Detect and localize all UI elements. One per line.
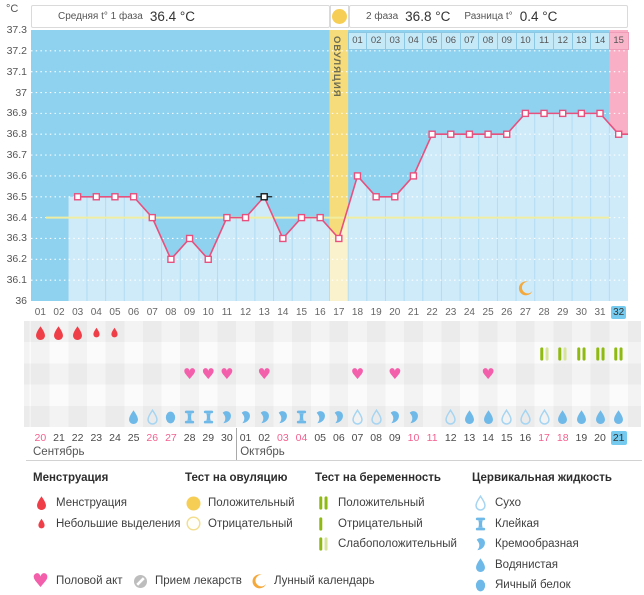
spotting-icon-day-4	[87, 322, 106, 343]
y-axis-unit: °C	[6, 3, 19, 15]
date-label-22[interactable]: 22	[71, 432, 84, 444]
cycle-day-label-31[interactable]: 31	[594, 306, 606, 318]
date-label-03[interactable]: 03	[277, 432, 289, 444]
temp-point-day-21[interactable]	[410, 173, 416, 179]
date-label-12[interactable]: 12	[444, 432, 457, 444]
date-label-13[interactable]: 13	[463, 432, 476, 444]
cycle-day-label-10[interactable]: 10	[202, 306, 214, 318]
calendar-rule	[26, 460, 642, 461]
legend-item-fluid-watery: Водянистая	[472, 555, 558, 576]
drop-small-icon	[33, 518, 50, 529]
temp-point-day-28[interactable]	[541, 110, 547, 116]
ovulation-band-label: ОВУЛЯЦИЯ	[331, 36, 342, 98]
cycle-day-label-01[interactable]: 01	[34, 306, 46, 318]
pregnancy-test-weak-icon-day-28	[535, 343, 554, 364]
phase2-day-cell-05: 05	[422, 32, 442, 50]
cycle-day-label-17[interactable]: 17	[333, 306, 345, 318]
temp-point-day-23[interactable]	[448, 131, 454, 137]
fluid-creamy-icon	[472, 536, 489, 552]
menstruation-icon-day-3	[68, 322, 87, 343]
temp-point-day-24[interactable]	[466, 131, 472, 137]
legend-item-fluid-dry: Сухо	[472, 493, 521, 514]
cycle-day-label-28[interactable]: 28	[538, 306, 550, 318]
date-label-05[interactable]: 05	[314, 432, 327, 444]
intercourse-icon-day-18: ♥	[350, 365, 365, 383]
fluid-eggwhite-icon	[472, 577, 489, 593]
phase2-day-cell-09: 09	[497, 32, 517, 50]
diff-value: 0.4 °C	[519, 9, 558, 24]
date-label-30[interactable]: 30	[221, 432, 233, 444]
legend-group-title-0: Менструация	[33, 472, 109, 484]
date-label-29[interactable]: 29	[202, 432, 215, 444]
date-label-09[interactable]: 09	[388, 432, 401, 444]
menstruation-icon-day-2	[50, 322, 69, 343]
cervical-fluid-creamy-icon-day-21	[404, 406, 423, 427]
cervical-fluid-dry-icon-day-7	[143, 406, 162, 427]
legend-item-fluid-eggwhite: Яичный белок	[472, 575, 571, 595]
y-tick-37: 37	[15, 86, 27, 99]
cycle-day-label-25[interactable]: 25	[482, 306, 494, 318]
cycle-day-label-03[interactable]: 03	[72, 306, 84, 318]
fluid-watery-icon	[472, 557, 489, 573]
ovulation-header-cell	[330, 5, 349, 28]
cervical-fluid-dry-icon-day-26	[497, 406, 516, 427]
temp-point-day-7[interactable]	[149, 215, 155, 221]
fluid-dry-icon	[472, 495, 489, 511]
phase2-day-cell-13: 13	[572, 32, 592, 50]
cervical-fluid-watery-icon-day-24	[460, 406, 479, 427]
date-label-10[interactable]: 10	[407, 432, 420, 444]
y-tick-36.9: 36.9	[6, 107, 27, 120]
phase2-day-cell-01: 01	[348, 32, 368, 50]
cervical-fluid-creamy-icon-day-20	[385, 406, 404, 427]
date-label-23[interactable]: 23	[90, 432, 103, 444]
pregnancy-test-positive-icon-day-30	[572, 343, 591, 364]
phase2-day-cell-06: 06	[441, 32, 461, 50]
legend-group-title-1: Тест на овуляцию	[185, 472, 288, 484]
date-label-26[interactable]: 26	[146, 432, 159, 444]
cervical-fluid-sticky-icon-day-10	[199, 406, 218, 427]
month-label-october: Октябрь	[240, 446, 285, 458]
cervical-fluid-creamy-icon-day-13	[255, 406, 274, 427]
cervical-fluid-watery-icon-day-29	[553, 406, 572, 427]
cycle-day-label-32[interactable]: 32	[613, 306, 625, 318]
date-label-15[interactable]: 15	[500, 432, 513, 444]
date-label-24[interactable]: 24	[109, 432, 121, 444]
heart-icon: ♥	[32, 570, 50, 592]
bars-positive-icon	[315, 495, 332, 511]
legend-item-drop-small: Небольшие выделения	[33, 514, 180, 535]
temp-point-day-17[interactable]	[336, 235, 342, 241]
legend-item-bars-positive: Положительный	[315, 493, 425, 514]
cervical-fluid-watery-icon-day-32	[609, 406, 628, 427]
cycle-day-label-12[interactable]: 12	[239, 306, 252, 318]
cycle-day-label-19[interactable]: 19	[370, 306, 382, 318]
circle-outline-icon	[185, 516, 202, 531]
phase2-day-cell-04: 04	[404, 32, 424, 50]
pregnancy-test-positive-icon-day-32	[609, 343, 628, 364]
temp-point-day-5[interactable]	[112, 194, 118, 200]
date-label-20[interactable]: 20	[34, 432, 47, 444]
cycle-day-label-16[interactable]: 16	[314, 306, 326, 318]
intercourse-icon-day-11: ♥	[220, 365, 234, 383]
temp-point-day-32[interactable]	[616, 131, 622, 137]
legend-group-title-2: Тест на беременность	[315, 472, 441, 484]
y-tick-37.2: 37.2	[6, 44, 27, 57]
legend-bottom-item-heart: ♥ Половой акт	[32, 570, 123, 592]
y-tick-36.6: 36.6	[6, 169, 27, 182]
cervical-fluid-eggwhite-icon-day-8	[162, 406, 181, 427]
cervical-fluid-dry-icon-day-28	[535, 406, 554, 427]
cycle-day-label-30[interactable]: 30	[575, 306, 587, 318]
intercourse-icon-day-20: ♥	[388, 365, 402, 383]
y-tick-36.5: 36.5	[6, 190, 27, 203]
cycle-day-label-14[interactable]: 14	[277, 306, 289, 318]
date-label-28[interactable]: 28	[183, 432, 196, 444]
cycle-day-label-20[interactable]: 20	[389, 306, 401, 318]
phase2-day-cell-07: 07	[460, 32, 480, 50]
phase2-value: 36.8 °C	[405, 9, 451, 24]
pill-icon	[133, 574, 148, 589]
phase2-day-cell-15: 15	[609, 32, 629, 50]
date-label-11[interactable]: 11	[426, 432, 438, 444]
pregnancy-test-weak-icon-day-29	[553, 343, 572, 364]
legend-item-fluid-creamy: Кремообразная	[472, 534, 579, 555]
cycle-day-label-22[interactable]: 22	[426, 306, 438, 318]
temp-point-day-11[interactable]	[224, 215, 230, 221]
temp-point-day-30[interactable]	[578, 110, 584, 116]
temp-point-day-15[interactable]	[299, 215, 305, 221]
temp-point-day-16[interactable]	[317, 215, 323, 221]
phase2-day-cell-12: 12	[553, 32, 573, 50]
cycle-day-label-18[interactable]: 18	[351, 306, 364, 318]
temp-point-day-3[interactable]	[75, 194, 81, 200]
y-tick-36.4: 36.4	[6, 211, 27, 224]
phase2-day-cell-03: 03	[385, 32, 405, 50]
legend-item-drop-big: Менструация	[33, 493, 127, 514]
y-tick-37.1: 37.1	[6, 65, 27, 78]
cervical-fluid-dry-icon-day-23	[441, 406, 460, 427]
cycle-day-label-08[interactable]: 08	[165, 306, 177, 318]
y-tick-36.2: 36.2	[6, 253, 27, 266]
cycle-day-label-29[interactable]: 29	[557, 306, 569, 318]
y-tick-36.1: 36.1	[6, 274, 27, 287]
legend-item-bar-negative: Отрицательный	[315, 514, 423, 535]
cervical-fluid-sticky-icon-day-9	[180, 406, 199, 427]
date-label-14[interactable]: 14	[482, 432, 494, 444]
temp-point-day-26[interactable]	[504, 131, 510, 137]
month-label-september: Сентябрь	[33, 446, 85, 458]
temp-point-day-18[interactable]	[354, 173, 360, 179]
cervical-fluid-dry-icon-day-27	[516, 406, 535, 427]
date-label-02[interactable]: 02	[258, 432, 271, 444]
phase2-summary	[349, 5, 628, 28]
date-label-16[interactable]: 16	[519, 432, 532, 444]
phase1-summary	[31, 5, 330, 28]
y-tick-36.3: 36.3	[6, 232, 27, 245]
legend-item-circle-outline: Отрицательный	[185, 514, 293, 535]
cervical-fluid-creamy-icon-day-11	[218, 406, 237, 427]
intercourse-icon-day-9: ♥	[182, 365, 197, 383]
phase2-day-cell-14: 14	[590, 32, 610, 50]
date-label-17[interactable]: 17	[538, 432, 550, 444]
legend-item-bars-weak: Слабоположительный	[315, 534, 457, 555]
temp-point-day-12[interactable]	[243, 215, 249, 221]
cycle-day-label-02[interactable]: 02	[53, 306, 65, 318]
phase2-day-cell-08: 08	[478, 32, 498, 50]
bars-weak-icon	[315, 536, 332, 552]
cervical-fluid-creamy-icon-day-16	[311, 406, 330, 427]
y-tick-36: 36	[15, 295, 27, 307]
circle-filled-icon	[185, 496, 202, 511]
cycle-day-label-06[interactable]: 06	[128, 306, 140, 318]
phase2-day-cell-10: 10	[516, 32, 536, 50]
temp-point-day-31[interactable]	[597, 110, 603, 116]
pregnancy-test-positive-icon-day-31	[591, 343, 610, 364]
spotting-icon-day-5	[106, 322, 125, 343]
date-label-08[interactable]: 08	[370, 432, 382, 444]
y-tick-37.3: 37.3	[6, 24, 27, 36]
month-divider	[236, 428, 237, 460]
temp-point-day-22[interactable]	[429, 131, 435, 137]
cycle-day-label-27[interactable]: 27	[519, 306, 531, 318]
temp-point-day-10[interactable]	[205, 256, 211, 262]
cervical-fluid-dry-icon-day-19	[367, 406, 386, 427]
cycle-day-label-04[interactable]: 04	[90, 306, 102, 318]
phase1-value: 36.4 °C	[149, 9, 195, 24]
cycle-day-label-24[interactable]: 24	[463, 306, 475, 318]
legend-bottom-item-pill: Прием лекарств	[133, 571, 242, 591]
date-label-07[interactable]: 07	[351, 432, 364, 444]
date-label-18[interactable]: 18	[556, 432, 569, 444]
cycle-day-label-09[interactable]: 09	[184, 306, 196, 318]
cervical-fluid-watery-icon-day-25	[479, 406, 498, 427]
phase2-day-cell-11: 11	[534, 32, 554, 50]
fluid-sticky-icon	[472, 516, 489, 532]
intercourse-icon-day-10: ♥	[201, 365, 215, 383]
cervical-fluid-sticky-icon-day-15	[292, 406, 311, 427]
cycle-day-label-11[interactable]: 11	[221, 306, 233, 318]
cycle-day-label-15[interactable]: 15	[295, 306, 308, 318]
temp-point-day-27[interactable]	[522, 110, 528, 116]
temp-point-day-4[interactable]	[93, 194, 99, 200]
date-label-27[interactable]: 27	[165, 432, 177, 444]
temp-point-day-8[interactable]	[168, 256, 174, 262]
menstruation-icon-day-1	[31, 322, 50, 343]
date-label-21[interactable]: 21	[53, 432, 65, 444]
temp-point-day-29[interactable]	[560, 110, 566, 116]
cycle-day-label-13[interactable]: 13	[258, 306, 270, 318]
phase2-day-cell-02: 02	[366, 32, 386, 50]
date-label-06[interactable]: 06	[332, 432, 345, 444]
temp-point-day-14[interactable]	[280, 235, 286, 241]
intercourse-icon-day-25: ♥	[481, 365, 495, 383]
temp-point-day-25[interactable]	[485, 131, 491, 137]
temp-point-selected-day-13[interactable]	[261, 194, 267, 200]
legend-item-fluid-sticky: Клейкая	[472, 514, 539, 535]
moon-icon	[251, 573, 267, 589]
date-label-25[interactable]: 25	[127, 432, 140, 444]
temperature-plot	[31, 30, 628, 301]
cervical-fluid-watery-icon-day-31	[591, 406, 610, 427]
cycle-day-label-21[interactable]: 21	[407, 306, 420, 318]
temp-point-day-19[interactable]	[373, 194, 379, 200]
diff-label: Разница t°	[464, 11, 513, 22]
temp-point-day-9[interactable]	[187, 235, 193, 241]
phase2-label: 2 фаза	[366, 11, 399, 22]
intercourse-icon-day-13: ♥	[257, 365, 271, 383]
cervical-fluid-watery-icon-day-30	[572, 406, 591, 427]
date-label-20[interactable]: 20	[594, 432, 606, 444]
legend-bottom-item-moon: Лунный календарь	[251, 571, 375, 591]
cervical-fluid-dry-icon-day-18	[348, 406, 367, 427]
cycle-day-label-23[interactable]: 23	[445, 306, 457, 318]
temp-point-day-20[interactable]	[392, 194, 398, 200]
cycle-day-label-26[interactable]: 26	[501, 306, 513, 318]
cervical-fluid-creamy-icon-day-12	[236, 406, 255, 427]
cycle-day-label-07[interactable]: 07	[146, 306, 158, 318]
phase1-label: Средняя t° 1 фаза	[58, 11, 143, 22]
temp-point-day-6[interactable]	[131, 194, 137, 200]
date-label-04[interactable]: 04	[295, 432, 308, 444]
y-tick-36.8: 36.8	[6, 128, 27, 141]
drop-big-icon	[33, 495, 50, 511]
cervical-fluid-creamy-icon-day-14	[274, 406, 293, 427]
cycle-day-label-05[interactable]: 05	[109, 306, 121, 318]
y-tick-36.7: 36.7	[6, 149, 27, 162]
legend-item-circle-filled: Положительный	[185, 493, 295, 514]
cervical-fluid-creamy-icon-day-17	[330, 406, 349, 427]
bar-negative-icon	[315, 516, 332, 532]
ovulation-positive-icon	[332, 9, 347, 24]
date-label-01[interactable]: 01	[239, 432, 252, 444]
date-label-21[interactable]: 21	[612, 432, 625, 444]
legend-group-title-3: Цервикальная жидкость	[472, 472, 612, 484]
cervical-fluid-watery-icon-day-6	[124, 406, 143, 427]
date-label-19[interactable]: 19	[575, 432, 588, 444]
